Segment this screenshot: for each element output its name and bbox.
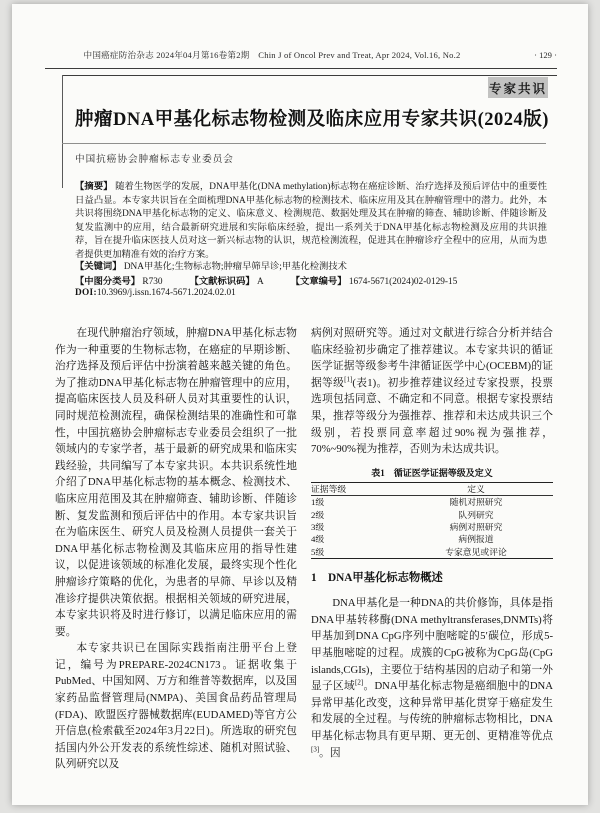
table-cell-level: 1级 xyxy=(311,497,325,508)
table-cell-level: 3级 xyxy=(311,521,325,532)
table-cell-definition: 病例对照研究 xyxy=(449,521,503,532)
section-1-heading: 1 DNA甲基化标志物概述 xyxy=(311,572,443,585)
author-affiliation: 中国抗癌协会肿瘤标志专业委员会 xyxy=(75,154,234,165)
table-cell-definition: 专家意见或评论 xyxy=(399,546,553,559)
header-rule-top xyxy=(45,68,557,69)
body-paragraph: 本专家共识已在国际实践指南注册平台上登记，编号为PREPARE-2024CN173。证据收集于PubMed、中国知网、万方和维普等数据库，以及国家药品监督管理局(NMPA)、美国食品药品管理局(FDA)、欧盟医疗器械数据库(EUDAMED)等官方公开信息(检索截至2024年3月22日)。所选取的研究包括国内外公开发表的系统性综述、随机对照试验、队列研究以及 xyxy=(55,642,297,771)
body-paragraph: 病例对照研究等。通过对文献进行综合分析并结合临床经验初步确定了推荐建议。本专家共识的循证医学证据等级参考牛津循证医学中心(OCEBM)的证据等级[1](表1)。初步推荐建议经过专家投票，投票选项包括同意、不确定和不同意。根据专家投票结果，推荐等级分为强推荐、推荐和未达成共识三个级别，若投票同意率超过90%视为强推荐，70%~90%视为推荐，否则为未达成共识。 xyxy=(311,327,553,456)
running-head xyxy=(45,48,557,62)
title-block-left-rule xyxy=(62,75,63,188)
table1-header-level: 证据等级 xyxy=(311,482,399,495)
table-cell-level: 2级 xyxy=(311,509,325,520)
table1-header-definition: 定义 xyxy=(399,482,553,495)
two-column-body xyxy=(55,325,553,773)
table-cell-level: 4级 xyxy=(311,534,325,545)
page-sheet xyxy=(12,4,588,805)
abstract-paragraph: 【摘要】 随着生物医学的发展，DNA甲基化(DNA methylation)标志物在癌症诊断、治疗选择及预后评估中的重要性日益凸显。本专家共识旨在全面梳理DNA甲基化标志物的检测技术、临床应用及其在肿瘤管理中的潜力。此外，本共识将围绕DNA甲基化标志物的定义、临床意义、检测规范、数据处理及其在肿瘤的筛查、辅助诊断、伴随诊断及复发监测中的应用，结合最新研究进展和实际临床经验，提出一系列关于DNA甲基化标志物检测及应用的共识推荐，旨在提升临床医技人员对这一新兴标志物的认识，规范检测流程，促进其在肿瘤诊疗全程中的应用，从而为患者提供更加精准有效的治疗方案。 xyxy=(75,182,547,260)
table1-caption: 表1 循证医学证据等级及定义 xyxy=(371,467,493,478)
meta-item: 【文章编号】 1674-5671(2024)02-0129-15 xyxy=(290,277,458,287)
right-column-bottom-paragraphs xyxy=(311,595,553,761)
body-column-right xyxy=(311,325,553,773)
table-row xyxy=(311,509,553,521)
doi-line xyxy=(75,288,547,298)
doi-label: DOI: xyxy=(75,288,97,298)
evidence-level-table xyxy=(311,482,553,559)
article-title: 肿瘤DNA甲基化标志物检测及临床应用专家共识(2024版) xyxy=(75,110,549,130)
page-number: · 129 · xyxy=(534,50,557,60)
title-underline-rule xyxy=(62,143,546,144)
table-row xyxy=(311,496,553,509)
classification-meta-row xyxy=(75,273,547,287)
doi-value: 10.3969/j.issn.1674-5671.2024.02.01 xyxy=(96,288,236,298)
article-type-badge: 专家共识 xyxy=(488,77,548,98)
meta-item: 【文献标识码】 A xyxy=(189,277,264,287)
table-row xyxy=(311,546,553,559)
body-column-left xyxy=(55,325,297,773)
table-cell-definition: 随机对照研究 xyxy=(449,497,503,508)
table-cell-definition: 队列研究 xyxy=(458,509,494,520)
meta-item: 【中图分类号】 R730 xyxy=(75,277,163,287)
body-paragraph: DNA甲基化是一种DNA的共价修饰，具体是指DNA甲基转移酶(DNA methyltransferases,DNMTs)将甲基加到DNA CpG序列中胞嘧啶的5′碳位，形成5-甲基胞嘧啶的过程。成簇的CpG被称为CpG岛(CpG islands,CGIs)，主要位于结构基因的启动子和第一外显子区域[2]。DNA甲基化标志物是癌细胞中的DNA异常甲基化改变，这种异常甲基化贯穿于癌症发生和发展的全过程。与传统的肿瘤标志物相比，DNA甲基化标志物具有更早期、更无创、更精准等优点[3]。因 xyxy=(311,597,553,759)
header-rule-bottom xyxy=(62,75,557,76)
table1-block xyxy=(311,467,553,559)
right-column-top-paragraphs xyxy=(311,325,553,458)
table-row xyxy=(311,521,553,533)
keywords-line: 【关键词】 DNA甲基化;生物标志物;肿瘤早筛早诊;甲基化检测技术 xyxy=(75,262,347,272)
body-paragraph: 在现代肿瘤治疗领域，肿瘤DNA甲基化标志物作为一种重要的生物标志物，在癌症的早期诊断、治疗选择及预后评估中扮演着越来越关键的角色。为了推动DNA甲基化标志物在肿瘤管理中的应用，提高临床医技人员及科研人员对其重要性的认识，同时规范检测流程，确保检测结果的准确性和可靠性，中国抗癌协会肿瘤标志专业委员会组织了一批领域内的专家学者，基于最新的研究成果和临床实践经验，共同编写了本专家共识。本共识系统性地介绍了DNA甲基化标志物的基本概念、检测技术、临床应用范围及其在肿瘤筛查、辅助诊断、伴随诊断、复发监测和预后评估中的作用。本专家共识旨在为临床医生、研究人员及检测人员提供一套关于DNA甲基化标志物检测及其临床应用的指导性建议，以促进该领域的标准化发展，最终实现个性化肿瘤诊疗策略的优化，为患者的早筛、早诊以及精准诊疗提供决策依据。根据相关领域的研究进展，本专家共识将及时进行修订，以满足临床应用的需要。 xyxy=(55,327,297,638)
table-row xyxy=(311,533,553,545)
table-cell-definition: 病例报道 xyxy=(458,534,494,545)
table-cell-level: 5级 xyxy=(311,546,399,559)
journal-citation-line: 中国癌症防治杂志 2024年04月第16卷第2期 Chin J of Oncol Prev and Treat, Apr 2024, Vol.16, No.2 xyxy=(83,50,461,60)
